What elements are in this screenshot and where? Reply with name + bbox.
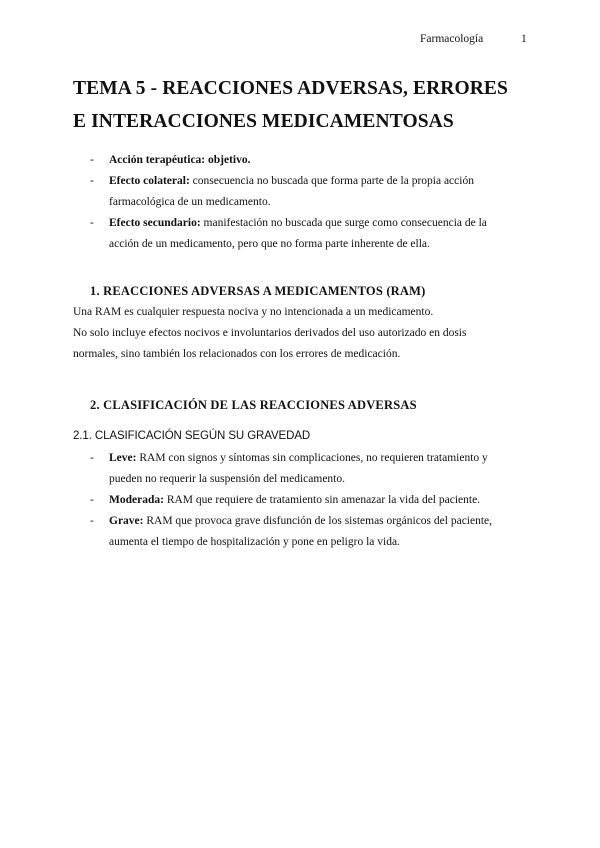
term: Efecto colateral: [109, 175, 190, 187]
term: Moderada: [109, 494, 164, 506]
term: Efecto secundario: [109, 217, 201, 229]
body-line: Una RAM es cualquier respuesta nociva y no intencionada a un medicamento. [73, 306, 434, 318]
body-line: No solo incluye efectos nocivos e involuntarios derivados del uso autorizado en dosis [73, 327, 467, 339]
list-item [90, 213, 520, 255]
body-line: normales, sino también los relacionados con los errores de medicación. [73, 348, 401, 360]
bullet-dash: - [90, 452, 94, 464]
list-item [90, 448, 520, 490]
term: Grave: [109, 515, 144, 527]
definition-cont: pueden no requerir la suspensión del medicamento. [109, 473, 345, 485]
page-number: 1 [521, 33, 527, 45]
definition: manifestación no buscada que surge como consecuencia de la [203, 217, 487, 229]
definition-cont: farmacológica de un medicamento. [109, 196, 271, 208]
definition: RAM que requiere de tratamiento sin amenazar la vida del paciente. [166, 494, 481, 506]
bullet-dash: - [90, 515, 94, 527]
definition: RAM con signos y síntomas sin complicaciones, no requieren tratamiento y [139, 452, 488, 464]
header-subject: Farmacología [420, 33, 484, 45]
page-title [73, 72, 543, 138]
section-2-heading: 2. CLASIFICACIÓN DE LAS REACCIONES ADVERSAS [90, 398, 417, 412]
list-item [90, 150, 520, 171]
bullet-dash: - [90, 175, 94, 187]
bullet-dash: - [90, 217, 94, 229]
definition-cont: aumenta el tiempo de hospitalización y pone en peligro la vida. [109, 536, 400, 548]
section-1-body [73, 302, 533, 365]
title-line-1: TEMA 5 - REACCIONES ADVERSAS, ERRORES [73, 78, 508, 99]
bullet-dash: - [90, 154, 94, 166]
title-line-2: E INTERACCIONES MEDICAMENTOSAS [73, 111, 454, 132]
term: Leve: [109, 452, 137, 464]
bullet-dash: - [90, 494, 94, 506]
page-header [0, 33, 600, 53]
term: Acción terapéutica: objetivo. [109, 154, 251, 166]
definition: consecuencia no buscada que forma parte de la propia acción [192, 175, 474, 187]
severity-list [90, 448, 520, 553]
definition: RAM que provoca grave disfunción de los sistemas orgánicos del paciente, [146, 515, 493, 527]
list-item [90, 171, 520, 213]
list-item [90, 511, 520, 553]
section-1-heading: 1. REACCIONES ADVERSAS A MEDICAMENTOS (RAM) [90, 284, 426, 298]
definition-cont: acción de un medicamento, pero que no forma parte inherente de ella. [109, 238, 430, 250]
intro-definitions-list [90, 150, 520, 255]
list-item [90, 490, 520, 511]
subsection-2-1-heading: 2.1. CLASIFICACIÓN SEGÚN SU GRAVEDAD [73, 430, 311, 442]
